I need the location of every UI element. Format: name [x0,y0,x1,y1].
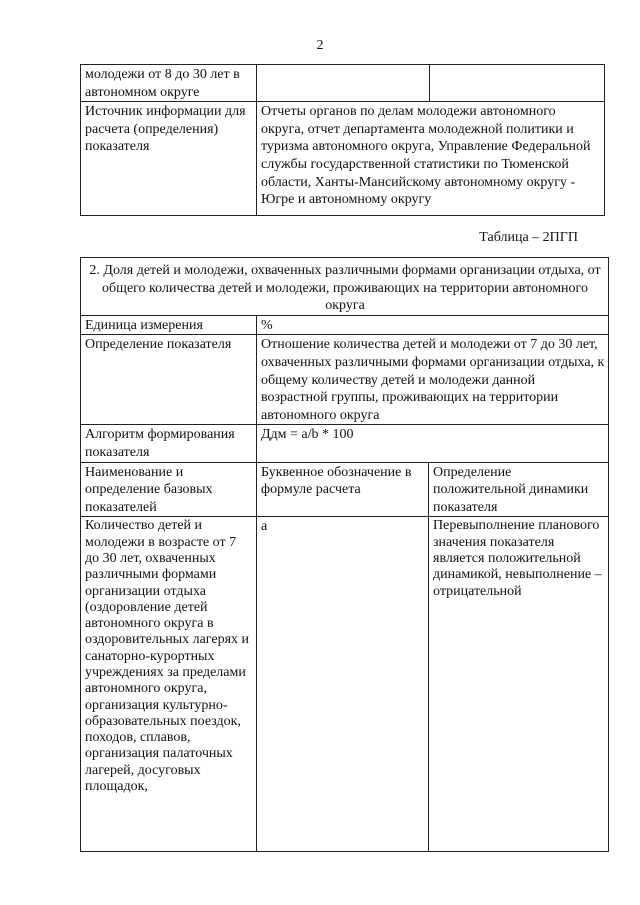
source-table [80,64,605,216]
header-positive-dynamics: Определение положительной динамики показателя [429,462,609,517]
definition-label: Определение показателя [81,335,257,425]
empty-cell [430,65,605,102]
algorithm-value: Ддм = a/b * 100 [257,425,609,462]
empty-cell [257,65,430,102]
source-value: Отчеты органов по делам молодежи автономного округа, отчет департамента молодежной политики и туризма автономного округа, Управление Федеральной службы государственной статистики по Тюменской области, Ханты-Мансийскому автономному округу - Югре и автономному округу [257,102,605,216]
source-label: Источник информации для расчета (определения) показателя [81,102,257,216]
table-row [81,425,609,462]
table-row [81,517,609,852]
indicator-title: 2. Доля детей и молодежи, охваченных различными формами организации отдыха, от общего количества детей и молодежи, проживающих на территории автономного округа [81,258,609,316]
table-row [81,102,605,216]
table-caption: Таблица – 2ПГП [479,230,578,245]
algorithm-label: Алгоритм формирования показателя [81,425,257,462]
base-indicator-symbol: a [257,517,429,852]
table-row [81,65,605,102]
header-base-indicators: Наименование и определение базовых показателей [81,462,257,517]
base-indicator-name: Количество детей и молодежи в возрасте от 7 до 30 лет, охваченных различными формами организации отдыха (оздоровление детей автономного округа в оздоровительных лагерях и санаторно-курортных учреждениях за пределами автономного округа, организация культурно-образовательных поездок, походов, сплавов, организация палаточных лагерей, досуговых площадок, [81,517,257,852]
table-row [81,258,609,316]
header-letter-symbol: Буквенное обозначение в формуле расчета [257,462,429,517]
definition-value: Отношение количества детей и молодежи от 7 до 30 лет, охваченных различными формами организации отдыха, к общему количеству детей и молодежи данной возрастной группы, проживающих на территории автономного округа [257,335,609,425]
unit-value: % [257,315,609,335]
indicator-table [80,257,609,852]
page-number: 2 [316,38,324,53]
age-range-cell: молодежи от 8 до 30 лет в автономном округе [81,65,257,102]
unit-label: Единица измерения [81,315,257,335]
table-row [81,315,609,335]
table-row [81,462,609,517]
base-indicator-dynamics: Перевыполнение планового значения показателя является положительной динамикой, невыполнение – отрицательной [429,517,609,852]
table-row [81,335,609,425]
